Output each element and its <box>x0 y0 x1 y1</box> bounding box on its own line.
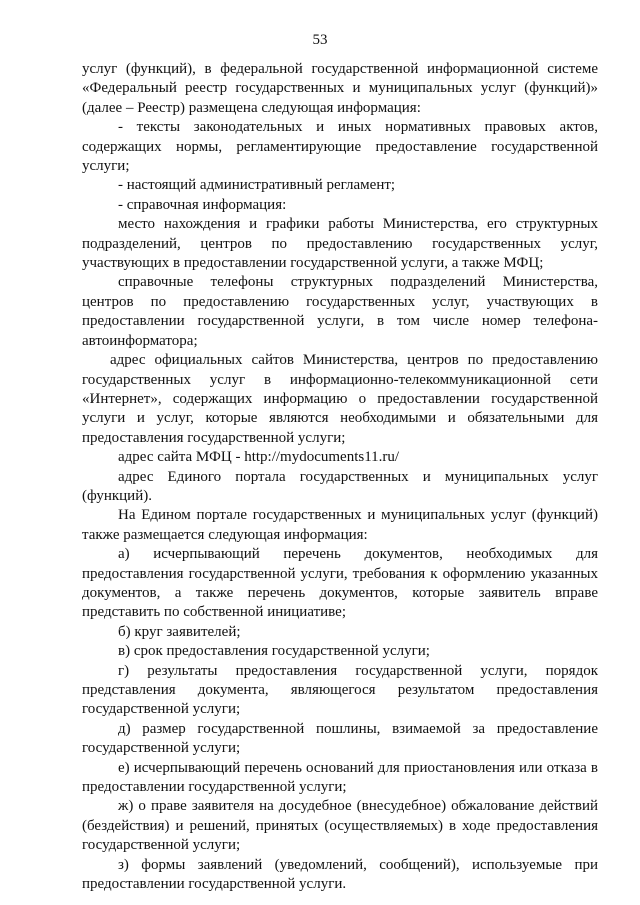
paragraph: услуг (функций), в федеральной государственной информационной системе «Федеральный реестр государственных и муниципальных услуг (функций)» (далее – Реестр) размещена следующая информация: <box>82 61 598 116</box>
paragraph: д) размер государственной пошлины, взимаемой за предоставление государственной услуги; <box>82 720 598 757</box>
paragraph: е) исчерпывающий перечень оснований для приостановления или отказа в предоставлении государственной услуги; <box>82 759 598 796</box>
paragraph: справочные телефоны структурных подразделений Министерства, центров по предоставлению государственных услуг, участвующих в предоставлении государственной услуги, в том числе номер телефона-автоинформатора; <box>82 274 598 349</box>
paragraph: - тексты законодательных и иных нормативных правовых актов, содержащих нормы, регламентирующие предоставление государственной услуги; <box>82 119 598 175</box>
paragraph: - настоящий административный регламент; <box>118 177 396 194</box>
paragraph: адрес Единого портала государственных и муниципальных услуг (функций). <box>82 468 598 504</box>
paragraph: место нахождения и графики работы Министерства, его структурных подразделений, центров по предоставлению государственных услуг, участвующих в предоставлении государственной услуги, а также МФЦ; <box>82 216 598 272</box>
paragraph: б) круг заявителей; <box>118 623 241 640</box>
page-number: 53 <box>312 32 328 48</box>
paragraph: адрес официальных сайтов Министерства, центров по предоставлению государственных услуг в информационно-телекоммуникационной сети «Интернет», содержащих информацию о предоставлении государственной услуги и услуг, которые являются необходимыми и обязательными для предоставления государственной услуги; <box>82 352 598 446</box>
paragraph: адрес сайта МФЦ - http://mydocuments11.ru/ <box>118 449 400 466</box>
document-body <box>82 60 598 894</box>
paragraph: г) результаты предоставления государственной услуги, порядок представления документа, являющегося результатом предоставления государственной услуги; <box>82 662 598 718</box>
paragraph: в) срок предоставления государственной услуги; <box>118 643 430 660</box>
paragraph: На Едином портале государственных и муниципальных услуг (функций) также размещается следующая информация: <box>82 507 598 543</box>
paragraph: - справочная информация: <box>118 196 287 213</box>
paragraph: ж) о праве заявителя на досудебное (внесудебное) обжалование действий (бездействия) и решений, принятых (осуществляемых) в ходе предоставления государственной услуги; <box>82 798 598 854</box>
paragraph: з) формы заявлений (уведомлений, сообщений), используемые при предоставлении государственной услуги. <box>82 856 598 893</box>
paragraph: а) исчерпывающий перечень документов, необходимых для предоставления государственной услуги, требования к оформлению указанных документов, а также перечень документов, которые заявитель вправе представить по собственной инициативе; <box>82 546 598 621</box>
